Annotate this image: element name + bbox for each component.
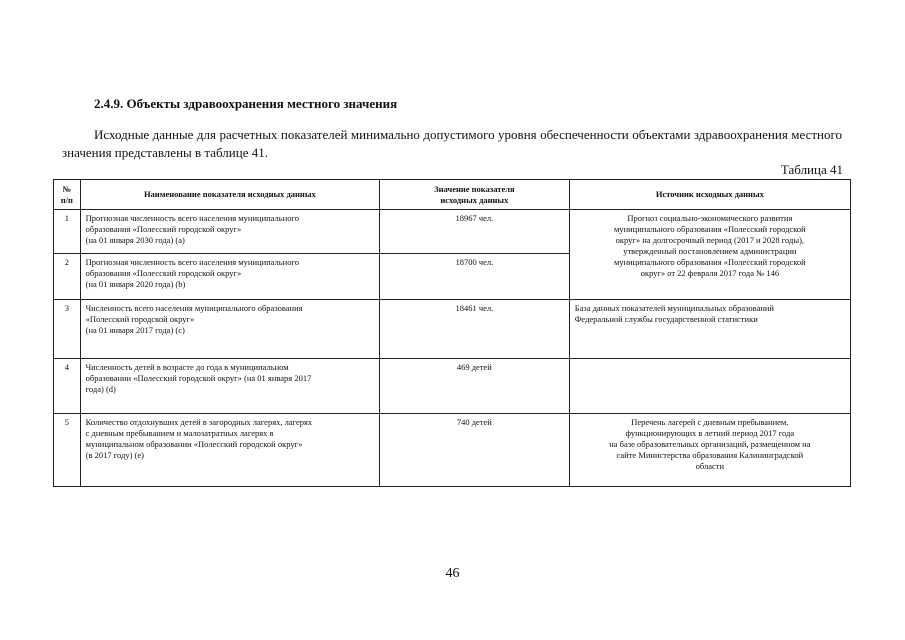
data-source: База данных показателей муниципальных образований Федеральной службы государственной статистики: [569, 300, 850, 359]
table-row: [54, 210, 851, 254]
header-source: Источник исходных данных: [569, 180, 850, 210]
data-table: [53, 179, 851, 487]
table-row: [54, 414, 851, 487]
intro-paragraph: Исходные данные для расчетных показателей минимально допустимого уровня обеспеченности объектами здравоохранения местного значения представлены в таблице 41.: [62, 127, 842, 160]
page-number: 46: [445, 566, 460, 581]
indicator-name: Количество отдохнувших детей в загородных лагерях, лагерях с дневным пребыванием и малозатратных лагерях в муниципальном образовании «Полесский городской округ» (в 2017 году) (e): [80, 414, 379, 487]
indicator-name: Прогнозная численность всего населения муниципального образования «Полесский городской округ» (на 01 января 2020 года) (b): [80, 254, 379, 300]
data-source: Прогноз социально-экономического развития муниципального образования «Полесский городской округ» на долгосрочный период (2017 и 2028 годы), утвержденный постановлением администрации муниципального образования «Полесский городской округ» от 22 февраля 2017 года № 146: [569, 210, 850, 300]
row-number: 5: [54, 414, 81, 487]
header-num: № п/п: [54, 180, 81, 210]
indicator-value: 18700 чел.: [380, 254, 570, 300]
indicator-name: Прогнозная численность всего населения муниципального образования «Полесский городской округ» (на 01 января 2030 года) (a): [80, 210, 379, 254]
table-caption: Таблица 41: [780, 162, 843, 177]
section-heading: 2.4.9. Объекты здравоохранения местного значения: [94, 96, 398, 111]
table-header: [54, 180, 851, 210]
indicator-value: 469 детей: [380, 359, 570, 414]
row-number: 3: [54, 300, 81, 359]
row-number: 4: [54, 359, 81, 414]
data-source: Перечень лагерей с дневным пребыванием, функционирующих в летний период 2017 года на базе образовательных организаций, размещенном на сайте Министерства образования Калининградской области: [569, 414, 850, 487]
table-row: [54, 359, 851, 414]
indicator-value: 740 детей: [380, 414, 570, 487]
data-source: [569, 359, 850, 414]
row-number: 2: [54, 254, 81, 300]
indicator-name: Численность всего населения муниципального образования «Полесский городской округ» (на 01 января 2017 года) (c): [80, 300, 379, 359]
header-value: Значение показателя исходных данных: [380, 180, 570, 210]
indicator-value: 18967 чел.: [380, 210, 570, 254]
indicator-name: Численность детей в возрасте до года в муниципальном образовании «Полесский городской округ» (на 01 января 2017 года) (d): [80, 359, 379, 414]
indicator-value: 18461 чел.: [380, 300, 570, 359]
table-row: [54, 300, 851, 359]
row-number: 1: [54, 210, 81, 254]
header-name: Наименование показателя исходных данных: [80, 180, 379, 210]
